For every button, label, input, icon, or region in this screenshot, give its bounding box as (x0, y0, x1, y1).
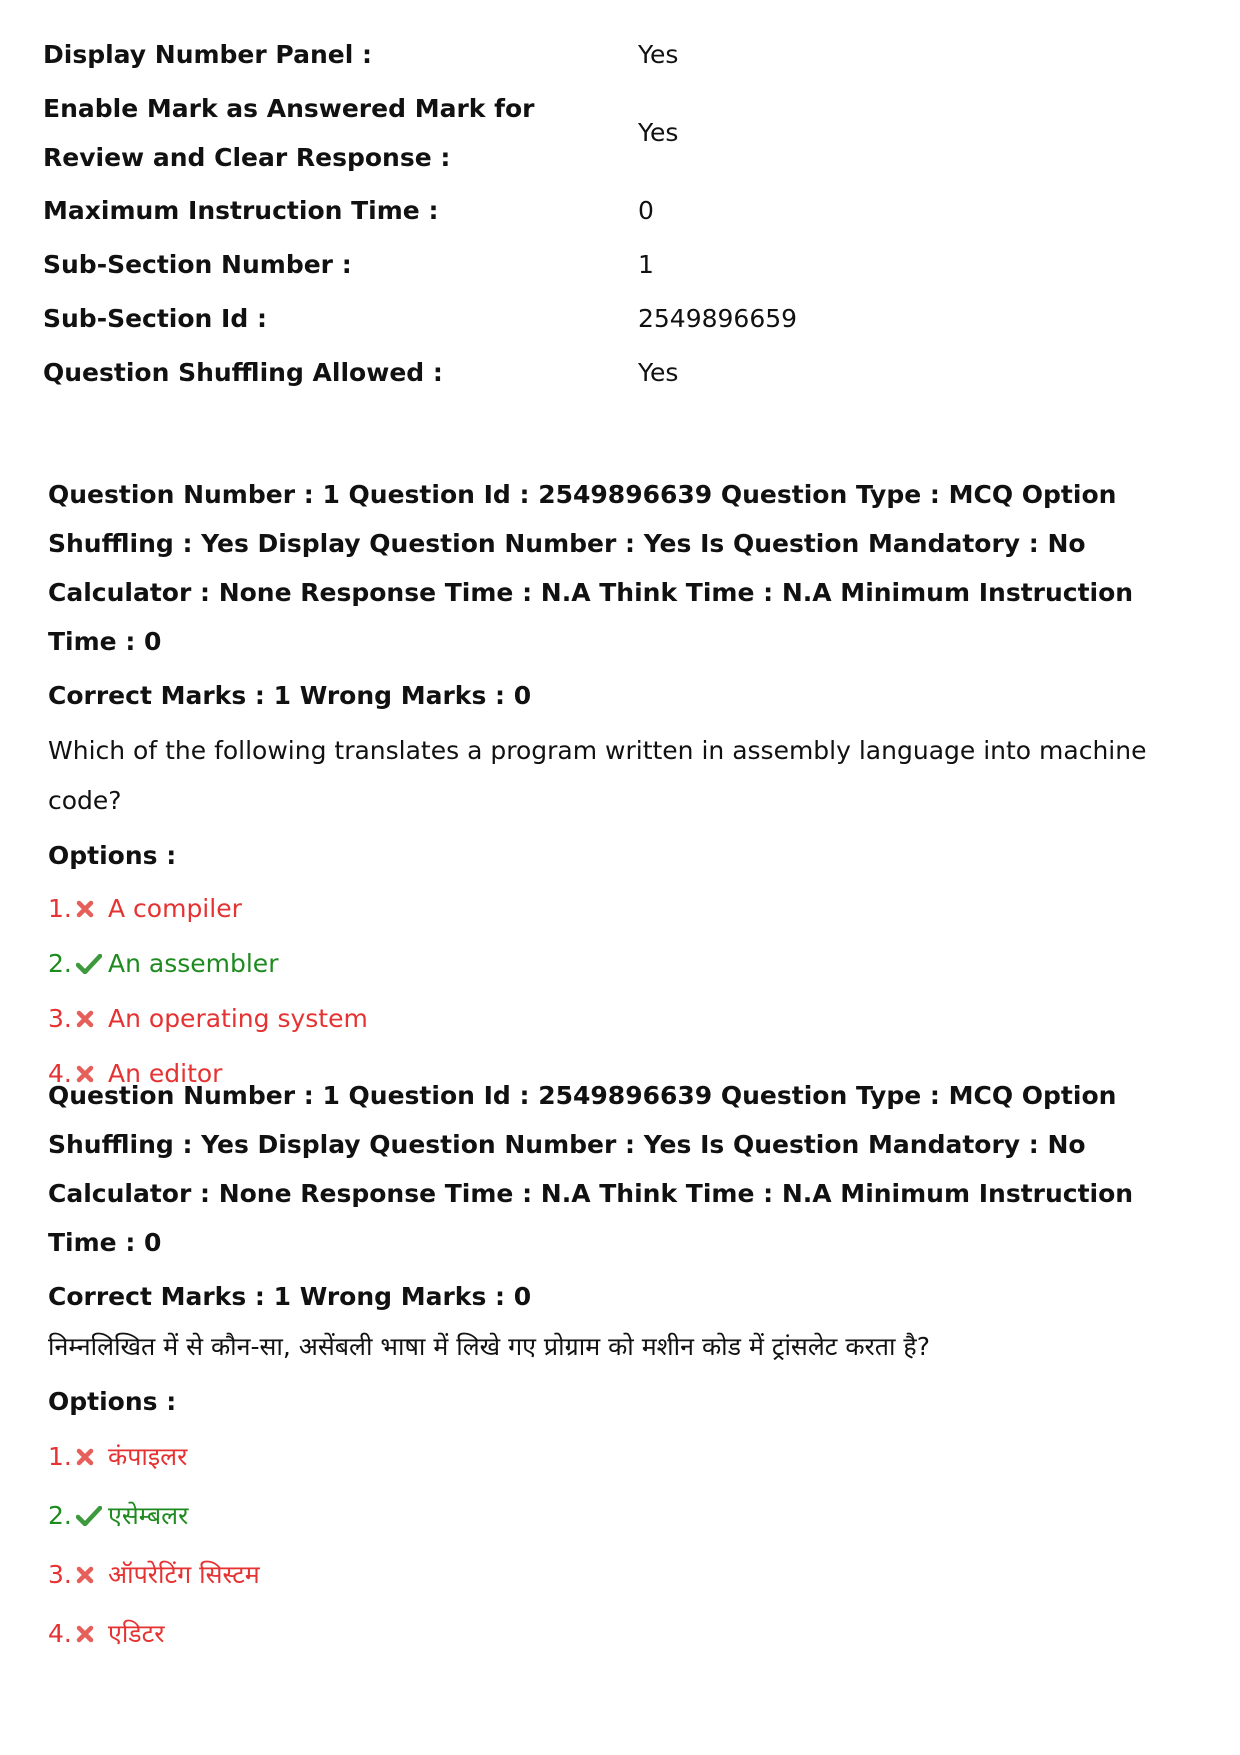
question-marks: Correct Marks : 1 Wrong Marks : 0 (48, 681, 532, 710)
check-icon (76, 954, 108, 974)
option-number: 4. (48, 1618, 72, 1648)
option-number: 3. (48, 1003, 72, 1033)
setting-row (43, 84, 1193, 182)
option-text: An assembler (108, 948, 279, 978)
option-number: 2. (48, 1500, 72, 1530)
option-number: 1. (48, 1441, 72, 1471)
cross-icon (76, 1566, 108, 1584)
check-icon (76, 1506, 108, 1526)
option-number: 2. (48, 948, 72, 978)
question-text: निम्नलिखित में से कौन-सा, असेंबली भाषा में लिखे गए प्रोग्राम को मशीन कोड में ट्रांसलेट करता है? (48, 1332, 930, 1361)
setting-value: Yes (638, 358, 679, 387)
setting-value: Yes (638, 118, 679, 147)
option-text: एडिटर (108, 1618, 165, 1648)
question-block (48, 1071, 1208, 1663)
option-text: An operating system (108, 1003, 368, 1033)
setting-row (43, 186, 1193, 236)
setting-label: Sub-Section Number : (43, 250, 352, 279)
options-list (48, 881, 1208, 1101)
option-text: कंपाइलर (108, 1441, 188, 1471)
question-block (48, 470, 1208, 1101)
option-number: 4. (48, 1058, 72, 1088)
setting-value: Yes (638, 40, 679, 69)
setting-label: Maximum Instruction Time : (43, 196, 439, 225)
setting-value: 1 (638, 250, 654, 279)
question-meta: Question Number : 1 Question Id : 2549896639 Question Type : MCQ Option Shuffling : Yes Display Question Number : Yes Is Question Mandatory : No Calculator : None Response Time : N.A Think Time : N.A Minimum Instruction Time : 0 (48, 480, 1134, 656)
options-label: Options : (48, 841, 177, 870)
setting-label: Sub-Section Id : (43, 304, 267, 333)
setting-value: 0 (638, 196, 654, 225)
option-item (48, 1604, 1208, 1663)
section-settings (43, 30, 1193, 398)
option-number: 1. (48, 893, 72, 923)
setting-row (43, 240, 1193, 290)
option-item (48, 936, 1208, 991)
option-text: A compiler (108, 893, 242, 923)
question-marks: Correct Marks : 1 Wrong Marks : 0 (48, 1282, 532, 1311)
option-number: 3. (48, 1559, 72, 1589)
setting-label: Enable Mark as Answered Mark for Review and Clear Response : (43, 94, 535, 172)
option-text: An editor (108, 1058, 223, 1088)
option-text: एसेम्बलर (108, 1500, 189, 1530)
cross-icon (76, 1448, 108, 1466)
setting-label: Display Number Panel : (43, 40, 372, 69)
cross-icon (76, 1625, 108, 1643)
cross-icon (76, 1010, 108, 1028)
setting-row (43, 30, 1193, 80)
question-text: Which of the following translates a program written in assembly language into machine code? (48, 736, 1147, 815)
question-meta: Question Number : 1 Question Id : 2549896639 Question Type : MCQ Option Shuffling : Yes Display Question Number : Yes Is Question Mandatory : No Calculator : None Response Time : N.A Think Time : N.A Minimum Instruction Time : 0 (48, 1081, 1134, 1257)
option-item (48, 1486, 1208, 1545)
setting-row (43, 348, 1193, 398)
options-label: Options : (48, 1387, 177, 1416)
setting-value: 2549896659 (638, 304, 798, 333)
setting-label: Question Shuffling Allowed : (43, 358, 443, 387)
setting-row (43, 294, 1193, 344)
cross-icon (76, 900, 108, 918)
option-item (48, 1427, 1208, 1486)
option-item (48, 1545, 1208, 1604)
options-list (48, 1427, 1208, 1663)
option-item (48, 881, 1208, 936)
option-item (48, 991, 1208, 1046)
option-text: ऑपरेटिंग सिस्टम (108, 1559, 260, 1589)
